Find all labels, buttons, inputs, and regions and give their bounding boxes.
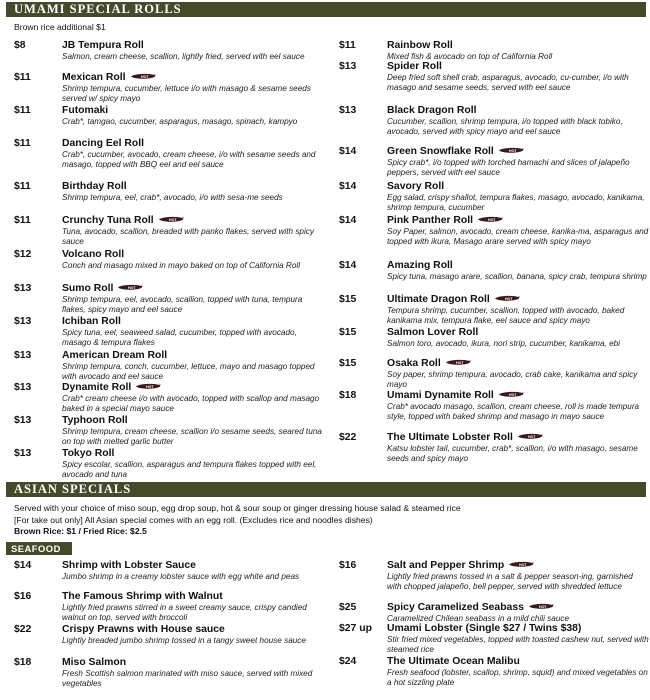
menu-item-name — [387, 656, 520, 668]
menu-item-price: $11 — [14, 72, 31, 83]
menu-item-description: Tuna, avocado, scallion, breaded with panko flakes, served with spicy sauce — [62, 227, 314, 246]
hot-pepper-icon — [117, 284, 143, 291]
asian-section-header — [6, 482, 646, 497]
menu-item-name — [387, 623, 581, 635]
menu-item-name — [387, 294, 520, 306]
umami-section-header — [6, 2, 646, 17]
menu-item-name-text: Savory Roll — [387, 181, 445, 192]
menu-item-name — [387, 358, 471, 370]
menu-item-name-text: Miso Salmon — [62, 657, 127, 668]
menu-item-price: $12 — [14, 249, 32, 260]
menu-item-description: Fresh seafood (lobster, scallop, shrimp, squid) and mixed vegetables on a hot sizzling plate — [387, 668, 648, 687]
menu-item-description: Tempura shrimp, cucumber, scallion, topped with avocado, baked kanikama mix, tempura flake, eel sauce and spicy mayo — [387, 306, 625, 325]
menu-item-name-text: Green Snowflake Roll — [387, 146, 494, 157]
menu-item-name-text: Ichiban Roll — [62, 316, 121, 327]
menu-item-name-text: Amazing Roll — [387, 260, 453, 271]
menu-item-name-text: Typhoon Roll — [62, 415, 128, 426]
menu-item-name-text: Salt and Pepper Shrimp — [387, 560, 505, 571]
menu-item-name — [62, 316, 121, 328]
menu-item-name — [387, 260, 453, 272]
menu-item-price: $11 — [339, 40, 356, 51]
menu-item-price: $13 — [14, 415, 32, 426]
menu-item-price: $22 — [339, 432, 357, 443]
menu-item-name — [387, 602, 554, 614]
menu-item-name-text: The Famous Shrimp with Walnut — [62, 591, 223, 602]
svg-text:HOT: HOT — [508, 148, 517, 153]
menu-item-price: $14 — [339, 215, 357, 226]
menu-item-name — [387, 327, 478, 339]
menu-item-description: Shrimp tempura, conch, cucumber, lettuce, mayo and masago topped with avocado and eel sauce — [62, 362, 315, 381]
menu-item-price: $15 — [339, 358, 357, 369]
menu-item-description: Shrimp tempura, cream cheese, scallion i/o sesame seeds, seared tuna on top with melted garlic butter — [62, 427, 322, 446]
menu-item-name — [62, 382, 161, 394]
hot-pepper-icon — [517, 433, 543, 440]
menu-item-price: $15 — [339, 327, 357, 338]
menu-item-name-text: Sumo Roll — [62, 283, 114, 294]
menu-item-description: Soy Paper, salmon, avocado, cream cheese, kanika-ma, asparagus and topped with ikura, Masago arare served with spicy mayo — [387, 227, 649, 246]
menu-item-name-text: Volcano Roll — [62, 249, 125, 260]
menu-item-name — [387, 105, 477, 117]
menu-item-name — [62, 181, 127, 193]
menu-item-name — [387, 61, 442, 73]
menu-item-name — [62, 138, 144, 150]
hot-pepper-icon — [498, 391, 524, 398]
menu-item-description: Egg salad, crispy shallot, tempura flakes, masago, avocado, kanikama, shrimp tempura, cucumber — [387, 193, 645, 212]
seafood-label: SEAFOOD — [6, 542, 72, 555]
menu-item-name-text: Birthday Roll — [62, 181, 127, 192]
svg-text:HOT: HOT — [146, 384, 154, 389]
menu-item-description: Spicy crab*, i/o topped with torched hamachi and slices of jalapeño peppers, served with eel sauce — [387, 158, 630, 177]
menu-item-description: Stir fried mixed vegetables, topped with toasted cashew nut, served with steamed rice — [387, 635, 649, 654]
menu-item-name — [387, 390, 524, 402]
menu-item-description: Salmon, cream cheese, scallion, lightly fried, served with eel sauce — [62, 52, 305, 61]
menu-item-price: $13 — [339, 105, 357, 116]
menu-item-name-text: Umami Dynamite Roll — [387, 390, 494, 401]
menu-item-price: $14 — [14, 560, 32, 571]
menu-item-name — [62, 105, 108, 117]
menu-item-description: Crab*, tamgao, cucumber, asparagus, masago, spinach, kampyo — [62, 117, 298, 126]
menu-item-name — [62, 283, 143, 295]
menu-item-name-text: The Ultimate Lobster Roll — [387, 432, 513, 443]
menu-item-description: Conch and masago mixed in mayo baked on top of California Roll — [62, 261, 301, 270]
svg-text:HOT: HOT — [538, 604, 547, 609]
menu-item-name — [62, 350, 167, 362]
menu-item-description: Mixed fish & avocado on top of California Roll — [387, 52, 553, 61]
asian-served-note: Served with your choice of miso soup, egg drop soup, hot & sour soup or ginger dressing house salad & steamed rice — [14, 503, 461, 513]
menu-item-description: Jumbo shrimp in a creamy lobster sauce with egg white and peas — [62, 572, 300, 581]
svg-text:HOT: HOT — [527, 434, 536, 439]
svg-text:HOT: HOT — [455, 360, 464, 365]
asian-section-title: ASIAN SPECIALS — [14, 482, 132, 496]
menu-item-price: $13 — [14, 283, 32, 294]
menu-item-name-text: American Dream Roll — [62, 350, 168, 361]
menu-item-description: Shrimp tempura, eel, avocado, scallion, topped with tuna, tempura flakes, spicy mayo and eel sauce — [62, 295, 303, 314]
menu-item-description: Shrimp tempura, cucumber, lettuce i/o with masago & sesame seeds served w/ spicy mayo — [62, 84, 311, 103]
asian-rice-price-note: Brown Rice: $1 / Fried Rice: $2.5 — [14, 526, 147, 536]
menu-item-description: Lightly fried prawns stirred in a sweet creamy sauce, crispy candied walnut on top, served with broccoli — [62, 603, 307, 622]
menu-item-name-text: Rainbow Roll — [387, 40, 453, 51]
menu-item-price: $15 — [339, 294, 357, 305]
menu-item-name — [387, 215, 503, 227]
menu-item-price: $13 — [14, 350, 32, 361]
menu-item-price: $14 — [339, 146, 357, 157]
menu-item-name — [62, 591, 223, 603]
menu-item-name-text: Dancing Eel Roll — [62, 138, 144, 149]
svg-text:HOT: HOT — [140, 74, 149, 79]
asian-takeout-note: [For take out only] All Asian special comes with an egg roll. (Excludes rice and noodles dishes) — [14, 515, 373, 525]
menu-item-name — [62, 40, 144, 52]
menu-item-description: Lightly breaded jumbo shrimp tossed in a tangy sweet house sauce — [62, 636, 306, 645]
menu-item-description: Spicy tuna, masago arare, scallion, banana, spicy crab, tempura shrimp — [387, 272, 647, 281]
menu-item-description: Soy paper, shrimp tempura, avocado, crab cake, kanikama and spicy mayo — [387, 370, 638, 389]
menu-item-price: $16 — [14, 591, 32, 602]
hot-pepper-icon — [135, 383, 161, 390]
menu-item-name — [387, 146, 524, 158]
menu-item-name — [62, 657, 126, 669]
menu-item-name — [387, 40, 453, 52]
menu-item-description: Spicy escolar, scallion, asparagus and tempura flakes topped with eel, avocado and tuna — [62, 460, 317, 479]
menu-item-description: Deep fried soft shell crab, asparagus, avocado, cu-cumber, i/o with masago and sesame seeds, served with eel sauce — [387, 73, 629, 92]
menu-item-name — [62, 415, 128, 427]
menu-item-name-text: Ultimate Dragon Roll — [387, 294, 490, 305]
menu-item-description: Katsu lobster tail, cucumber, crab*, scallion, i/o with masago, sesame seeds and spicy mayo — [387, 444, 638, 463]
menu-item-price: $11 — [14, 215, 31, 226]
menu-item-price: $16 — [339, 560, 357, 571]
menu-item-price: $11 — [14, 105, 31, 116]
menu-item-name — [387, 560, 534, 572]
menu-item-name — [62, 448, 114, 460]
menu-item-name-text: Shrimp with Lobster Sauce — [62, 560, 196, 571]
menu-item-price: $18 — [339, 390, 357, 401]
hot-pepper-icon — [445, 359, 471, 366]
menu-item-description: Shrimp tempura, eel, crab*, avocado, i/o with sesa-me seeds — [62, 193, 283, 202]
menu-item-name-text: Tokyo Roll — [62, 448, 115, 459]
menu-item-name-text: Black Dragon Roll — [387, 105, 477, 116]
menu-item-price: $8 — [14, 40, 26, 51]
menu-item-name-text: Crunchy Tuna Roll — [62, 215, 154, 226]
menu-item-price: $13 — [339, 61, 357, 72]
menu-item-price: $13 — [14, 448, 32, 459]
menu-item-description: Spicy tuna, eel, seaweed salad, cucumber, topped with avocado, masago & tempura flakes — [62, 328, 297, 347]
menu-item-price: $14 — [339, 181, 357, 192]
menu-item-name-text: Osaka Roll — [387, 358, 441, 369]
menu-item-name-text: Mexican Roll — [62, 72, 126, 83]
svg-text:HOT: HOT — [168, 217, 177, 222]
menu-item-description: Caramelized Chilean seabass in a mild chili sauce — [387, 614, 570, 623]
menu-item-name-text: Spider Roll — [387, 61, 442, 72]
menu-item-price: $25 — [339, 602, 357, 613]
menu-item-name-text: Spicy Caramelized Seabass — [387, 602, 524, 613]
svg-text:HOT: HOT — [519, 562, 527, 567]
menu-item-name — [62, 249, 124, 261]
menu-item-price: $11 — [14, 181, 31, 192]
menu-item-description: Crab* avocado masago, scallion, cream cheese, roll is made tempura style, topped with baked shrimp and masago in mayo sauce — [387, 402, 640, 421]
svg-text:HOT: HOT — [504, 296, 513, 301]
menu-item-name-text: JB Tempura Roll — [62, 40, 144, 51]
menu-item-name — [62, 560, 196, 572]
menu-item-description: Crab*, cucumber, avocado, cream cheese, i/o with sesame seeds and masago, topped with BBQ eel and eel sauce — [62, 150, 316, 169]
svg-text:HOT: HOT — [128, 285, 136, 290]
menu-item-price: $13 — [14, 316, 32, 327]
menu-item-name — [387, 432, 543, 444]
hot-pepper-icon — [528, 603, 554, 610]
menu-item-name — [62, 72, 156, 84]
menu-item-price: $27 up — [339, 623, 372, 634]
menu-item-name — [387, 181, 444, 193]
menu-item-price: $18 — [14, 657, 32, 668]
hot-pepper-icon — [508, 561, 534, 568]
menu-item-price: $11 — [14, 138, 31, 149]
menu-item-description: Fresh Scottish salmon marinated with miso sauce, served with mixed vegetables — [62, 669, 313, 688]
menu-item-price: $14 — [339, 260, 357, 271]
menu-item-name-text: Umami Lobster (Single $27 / Twins $38) — [387, 623, 582, 634]
menu-item-name-text: The Ultimate Ocean Malibu — [387, 656, 520, 667]
menu-item-price: $22 — [14, 624, 32, 635]
menu-item-price: $24 — [339, 656, 357, 667]
menu-item-description: Salmon toro, avocado, ikura, nori strip, cucumber, kanikama, ebi — [387, 339, 620, 348]
hot-pepper-icon — [498, 147, 524, 154]
hot-pepper-icon — [477, 216, 503, 223]
menu-item-name-text: Pink Panther Roll — [387, 215, 474, 226]
menu-item-description: Cucumber, scallion, shrimp tempura, i/o topped with black tobiko, avocado, served with spicy mayo and eel sauce — [387, 117, 623, 136]
menu-item-name — [62, 215, 184, 227]
menu-item-name-text: Salmon Lover Roll — [387, 327, 479, 338]
menu-item-description: Lightly fried prawns tossed in a salt & pepper season-ing, garnished with chopped jalapeño, bell pepper, served with shredded lettuce — [387, 572, 633, 591]
hot-pepper-icon — [158, 216, 184, 223]
menu-item-name — [62, 624, 225, 636]
umami-section-title: UMAMI SPECIAL ROLLS — [14, 2, 182, 16]
menu-item-name-text: Dynamite Roll — [62, 382, 132, 393]
svg-text:HOT: HOT — [488, 217, 496, 222]
svg-text:HOT: HOT — [508, 392, 517, 397]
brown-rice-note: Brown rice additional $1 — [14, 22, 106, 32]
menu-item-name-text: Futomaki — [62, 105, 109, 116]
menu-item-price: $13 — [14, 382, 32, 393]
menu-item-description: Crab* cream cheese i/o with avocado, topped with scallop and masago baked in a special mayo sauce — [62, 394, 320, 413]
menu-item-name-text: Crispy Prawns with House sauce — [62, 624, 225, 635]
hot-pepper-icon — [130, 73, 156, 80]
hot-pepper-icon — [494, 295, 520, 302]
